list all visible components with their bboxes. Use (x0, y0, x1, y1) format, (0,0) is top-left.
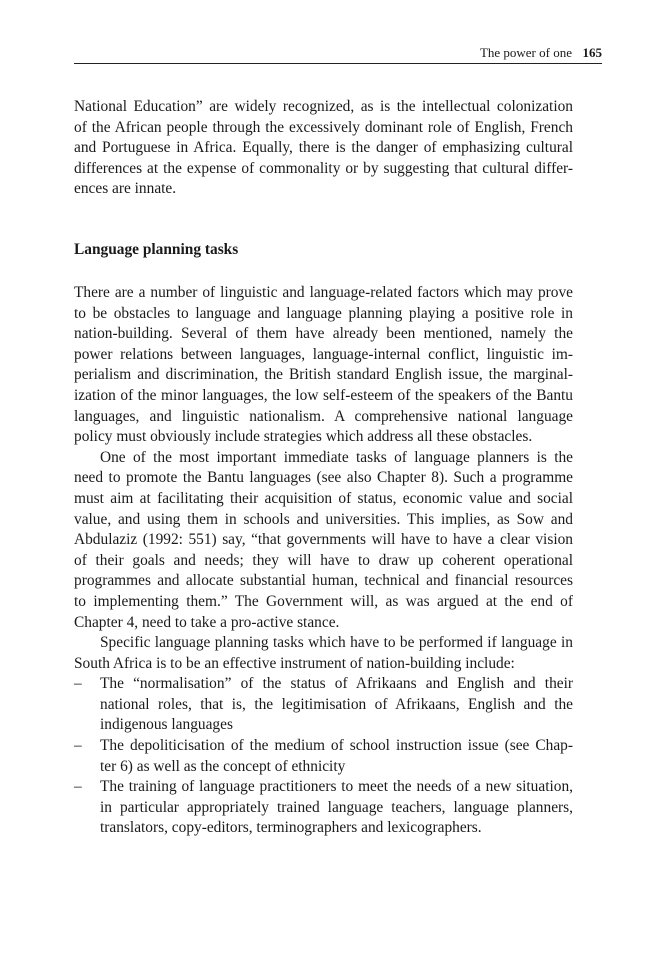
text-line: National Education” are widely recognized, as is the intellectual colonization (74, 98, 573, 115)
text-line: The training of language practitioners to meet the needs of a new situation, (100, 778, 573, 796)
text-line: One of the most important immediate tasks of language planners is the (100, 448, 573, 466)
text-line: programmes and allocate substantial human, technical and financial resources (74, 572, 573, 590)
text-line: perialism and discrimination, the British standard English issue, the marginal- (74, 366, 573, 384)
text-line: value, and using them in schools and universities. This implies, as Sow and (74, 510, 573, 528)
text-line: policy must obviously include strategies which address all these obstacles. (74, 428, 533, 446)
text-line: need to promote the Bantu languages (see also Chapter 8). Such a programme (74, 469, 573, 487)
text-line: translators, copy-editors, terminographers and lexicographers. (100, 819, 482, 837)
intro-paragraph (74, 97, 573, 200)
list-item (74, 736, 573, 777)
text-line: There are a number of linguistic and language-related factors which may prove (74, 284, 573, 301)
section-heading: Language planning tasks (74, 241, 239, 258)
text-line: in particular appropriately trained language teachers, language planners, (100, 798, 573, 816)
list-dash: – (74, 675, 82, 693)
running-header (74, 43, 602, 64)
text-line: ization of the minor languages, the low self-esteem of the speakers of the Bantu (74, 386, 573, 404)
text-line: and Portuguese in Africa. Equally, there is the danger of emphasizing cultural (74, 139, 573, 157)
text-line: ences are innate. (74, 180, 177, 198)
text-line: Chapter 4, need to take a pro-active stance. (74, 613, 340, 631)
text-line: differences at the expense of commonality or by suggesting that cultural differ- (74, 159, 573, 177)
text-line: to implementing them.” The Government will, as was argued at the end of (74, 592, 573, 610)
text-line: to be obstacles to language and language planning playing a positive role in (74, 304, 573, 322)
text-line: must aim at facilitating their acquisition of status, economic value and social (74, 489, 573, 507)
text-line: power relations between languages, language-internal conflict, linguistic im- (74, 345, 573, 363)
paragraph-1 (74, 283, 573, 839)
list-item (74, 674, 573, 736)
list-dash: – (74, 737, 82, 755)
text-line: Abdulaziz (1992: 551) say, “that governments will have to have a clear vision (74, 531, 573, 549)
page-number: 165 (582, 45, 602, 60)
text-line: The “normalisation” of the status of Afrikaans and English and their (100, 675, 573, 693)
text-line: of the African people through the excessively dominant role of English, French (74, 118, 573, 136)
text-line: Specific language planning tasks which have to be performed if language in (100, 634, 573, 652)
list-dash: – (74, 778, 82, 796)
text-line: indigenous languages (100, 716, 233, 734)
text-line: of their goals and needs; they will have to draw up coherent operational (74, 551, 573, 569)
text-line: The depoliticisation of the medium of school instruction issue (see Chap- (100, 737, 573, 755)
list-item (74, 777, 573, 839)
running-title: The power of one (479, 45, 572, 60)
text-line: national roles, that is, the legitimisation of Afrikaans, English and the (100, 695, 573, 713)
text-line: nation-building. Several of them have already been mentioned, namely the (74, 325, 573, 343)
text-line: languages, and linguistic nationalism. A comprehensive national language (74, 407, 573, 425)
text-line: ter 6) as well as the concept of ethnicity (100, 757, 346, 775)
text-line: South Africa is to be an effective instrument of nation-building include: (74, 654, 515, 672)
